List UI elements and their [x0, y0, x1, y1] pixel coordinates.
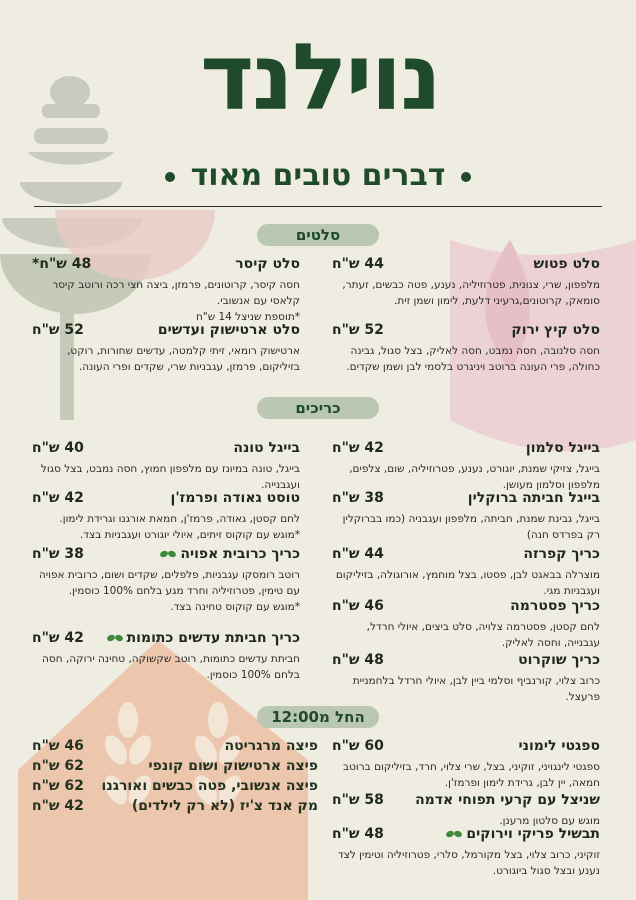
item-note: *תוספת שניצל 14 ש"ח — [196, 311, 300, 323]
item-name: שניצל עם קרעי תפוחי אדמה — [415, 792, 600, 808]
item-price: 62 ש"ח — [32, 758, 84, 774]
item-price: 52 ש"ח — [32, 322, 84, 338]
item-price: 38 ש"ח — [332, 490, 384, 506]
bullet-dot-icon — [461, 172, 471, 182]
item-description: לחם קסטן, פסטרמה צלויה, סלט ביצים, איולי חרדל, עגבנייה, וחסה לאליק. — [366, 621, 600, 649]
item-price: 58 ש"ח — [332, 792, 384, 808]
vegan-leaf-icon — [446, 829, 462, 839]
item-description: בייגל, גבינת שמנת, חביתה, מלפפון ועגבניה (כמו בברוקלין רק בפרדס חנה) — [342, 513, 600, 541]
menu-item — [332, 256, 600, 309]
menu-item — [332, 738, 600, 791]
item-name: כריך חביתת עדשים כתומות — [126, 630, 300, 646]
item-price: 46 ש"ח — [32, 738, 84, 754]
item-description: כרוב צלוי, קורנביף וסלמי ביין לבן, איולי חרדל בלחמניית פרעצל. — [352, 675, 600, 703]
item-description: ספגטי לינגויני, זוקיני, בצל, שרי צלוי, חרד, בזיליקום ברוטב חמאה, יין לבן, גרידת לימון ופרמז'ן. — [343, 761, 600, 789]
item-price: 62 ש"ח — [32, 778, 84, 794]
item-note: *מוגש עם קוקוס טחינה בצד. — [170, 601, 300, 613]
pizza-item — [32, 758, 318, 774]
menu-item — [332, 490, 600, 543]
menu-item — [332, 440, 600, 493]
item-name: בייגל סלמון — [525, 440, 600, 456]
pizza-item — [32, 738, 318, 754]
item-description: מלפפון, שרי, צנונית, פטרוזיליה, נענע, פטה כבשים, זעתר, סומאק, קרוטונים,גרעיני דלעת, לימון ושמן זית. — [342, 279, 600, 307]
vegan-leaf-icon — [160, 549, 176, 559]
item-name: סלט ארטישוק ועדשים — [157, 322, 300, 338]
item-price: 42 ש"ח — [32, 630, 84, 646]
item-name: בייגל חביתה ברוקלין — [467, 490, 600, 506]
menu-item — [332, 652, 600, 705]
item-description: בייגל, טונה במיונז עם מלפפון חמוץ, חסה נמבט, בצל סגול ועגבנייה. — [40, 463, 300, 491]
item-price: 44 ש"ח — [332, 256, 384, 272]
item-description: מוצרלה בבאגט לבן, פסטו, בצל מוחמץ, אורוגולה, בזיליקום ועגבניות מגי. — [335, 569, 600, 597]
item-name: כריך כרובית אפויה — [180, 546, 300, 562]
menu-item — [332, 322, 600, 375]
item-price: 48 ש"ח — [39, 256, 92, 272]
menu-item — [32, 630, 300, 683]
item-price: 44 ש"ח — [332, 546, 384, 562]
item-price: 42 ש"ח — [32, 798, 84, 814]
item-name: טוסט גאודה ופרמז'ן — [170, 490, 300, 506]
tagline-text: דברים טובים מאוד — [190, 158, 446, 193]
item-description: ארטישוק רומאי, זיתי קלמטה, עדשים שחורות, רוקט, בזיליקום, פרמזן, עגבניות שרי, שקדים ופרי העונה. — [67, 345, 300, 373]
menu-item — [332, 826, 600, 879]
menu-item — [332, 598, 600, 651]
pizza-item — [32, 798, 318, 814]
item-description: בייגל, צזיקי שמנת, יוגורט, נענע, פטרוזיליה, שום, צלפים, מלפפון וסלמון מעושן. — [349, 463, 600, 491]
menu-item — [32, 322, 300, 375]
item-name: סלט פטוש — [533, 256, 600, 272]
item-description: מוגש עם סלטון מרענן. — [499, 815, 600, 827]
tagline — [0, 158, 636, 193]
item-name: כריך שוקרוט — [518, 652, 600, 668]
item-name: פיצה אנשובי, פטה כבשים ואורגנו — [101, 778, 318, 794]
item-name: כריך פסטרמה — [510, 598, 600, 614]
item-price: 48 ש"ח — [332, 826, 384, 842]
item-name: סלט קיסר — [235, 256, 300, 272]
menu-item — [32, 490, 300, 543]
item-name: כריך קפרזה — [523, 546, 600, 562]
item-price: 60 ש"ח — [332, 738, 384, 754]
item-description: לחם קסטן, גאודה, פרמז'ן, חמאת אורגנו וגרידת לימון. — [59, 513, 300, 525]
vegan-leaf-icon — [107, 633, 123, 643]
item-price: 46 ש"ח — [332, 598, 384, 614]
item-description: חסה סלנובה, חסה נמבט, חסה לאליק, בצל סגול, גבינה כחולה, פרי העונה ברוטב ויניגרט בלסמי לבן ושמן שקדים. — [346, 345, 600, 373]
item-description: חסה קיסר, קרוטונים, פרמזן, ביצה חצי רכה ורוטב קיסר קלאסי עם אנשובי. — [52, 279, 300, 307]
item-name: בייגל טונה — [233, 440, 300, 456]
asterisk: * — [32, 256, 40, 272]
item-name: מק אנד צ'יז (לא רק לילדים) — [131, 798, 318, 814]
section-salads: סלטים — [257, 224, 379, 246]
item-name: ספגטי לימוני — [518, 738, 600, 754]
item-name: פיצה ארטישוק ושום קונפי — [148, 758, 318, 774]
item-description: חביתת עדשים כתומות, רוטב שקשוקה, טחינה ירוקה, חסה בלחם 100% כוסמין. — [42, 653, 300, 681]
section-sandwiches: כריכים — [257, 397, 379, 419]
bullet-dot-icon — [165, 172, 175, 182]
menu-item — [32, 256, 300, 325]
menu-item — [332, 546, 600, 599]
item-price: 42 ש"ח — [332, 440, 384, 456]
item-price: 40 ש"ח — [32, 440, 84, 456]
pizza-item — [32, 778, 318, 794]
item-note: *מוגש עם קוקוס זיתים, איולי יוגורט ועגבניות בצד. — [79, 529, 300, 541]
item-price: 52 ש"ח — [332, 322, 384, 338]
item-name: תבשיל פריקי וירוקים — [466, 826, 600, 842]
item-name: סלט קיץ ירוק — [511, 322, 600, 338]
menu-item — [32, 546, 300, 615]
item-price: 42 ש"ח — [32, 490, 84, 506]
item-price: 48 ש"ח — [332, 652, 384, 668]
item-description: רוטב רומסקו עגבניות, פלפלים, שקדים ושום, כרובית אפויה עם טימין, פטרוזיליה וחרד מגע בלחם 100% כוסמין. — [38, 569, 300, 597]
item-price: 38 ש"ח — [32, 546, 84, 562]
divider — [34, 206, 602, 207]
item-description: זוקיני, כרוב צלוי, בצל מקורמל, סלרי, פטרוזיליה וטימין לצד נענע ובצל סגול ביוגורט. — [337, 849, 600, 877]
section-from-noon: החל מ12:00 — [257, 706, 379, 728]
item-name: פיצה מרגריטה — [224, 738, 318, 754]
menu-item — [32, 440, 300, 493]
restaurant-name: נוילנד — [200, 24, 440, 131]
menu-item — [332, 792, 600, 829]
